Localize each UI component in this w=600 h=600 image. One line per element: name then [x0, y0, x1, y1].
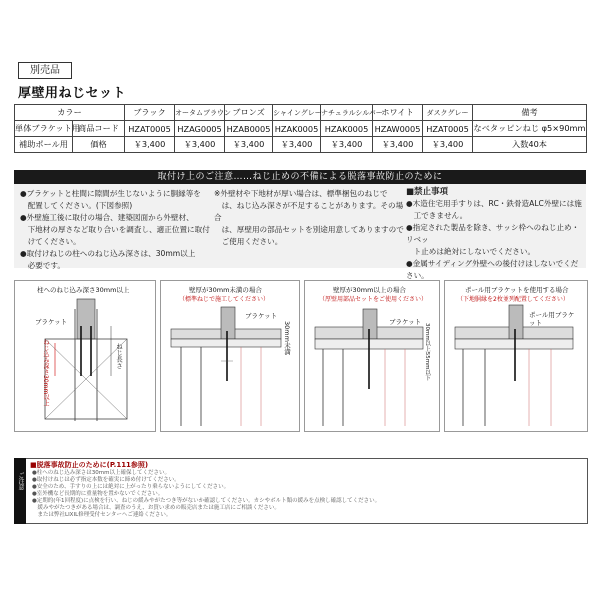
price: ￥3,400: [423, 137, 473, 153]
color-header: カラー: [15, 105, 125, 121]
row-label: 単体ブラケット用: [15, 121, 73, 137]
color-name: シャイングレー: [273, 105, 321, 121]
bracket-label: ブラケット: [35, 318, 68, 326]
product-code: HZAK0005: [273, 121, 321, 137]
product-code: HZAG0005: [175, 121, 225, 137]
color-name: ブロンズ: [225, 105, 273, 121]
color-name: ホワイト: [373, 105, 423, 121]
notes-col-3: [406, 186, 584, 282]
diagram-1-drawing: [15, 281, 155, 431]
note-line: 下地材の厚さなど取り合いを調査し、適正位置に取付: [20, 225, 210, 234]
note-line: ●木造住宅用手すりは、RC・鉄骨造ALC外壁には施: [406, 199, 582, 208]
caution-line: ●安全のため、手すりの上には絶対に上がったり乗らないようにしてください。: [32, 484, 230, 490]
diagram-subtitle: （下地胴縁を2枚並列配置してください）: [457, 296, 569, 303]
notes-area: [14, 184, 586, 280]
note-line: ●金属サイディング外壁への後付けはしないでください。: [406, 259, 579, 280]
table-row: [15, 137, 587, 153]
color-name: ブラック: [125, 105, 175, 121]
table-header-row: [15, 105, 587, 121]
page-title: 厚壁用ねじセット: [18, 86, 127, 101]
caution-side-tab: [14, 458, 26, 524]
note-line: 工できません。: [406, 211, 468, 220]
product-code: HZAW0005: [373, 121, 423, 137]
diagram-4-drawing: [445, 281, 587, 431]
diagram-thick-wall: [304, 280, 440, 432]
diagram-thin-wall: [160, 280, 300, 432]
note-cell: なべタッピンねじ φ5×90mm: [473, 121, 587, 137]
row-label: 価格: [73, 137, 125, 153]
row-label: 補助ポール用: [15, 137, 73, 153]
product-code: HZAT0005: [423, 121, 473, 137]
bracket-label: ブラケット: [245, 312, 278, 320]
notes-col-2: [214, 188, 404, 248]
price: ￥3,400: [225, 137, 273, 153]
screw-depth-label: ねじ込み深さ30mm以上: [42, 339, 49, 407]
diagram-title: 壁厚が30mm未満の場合: [189, 286, 262, 294]
color-name: オータムブラウン: [175, 105, 225, 121]
note-line: 必要です。: [20, 261, 65, 270]
diagram-subtitle: （厚壁用部品セットをご使用ください）: [319, 296, 428, 303]
note-line: ●外壁施工後に取付の場合、建築図面から外壁材、: [20, 213, 194, 222]
diagram-pole-bracket: [444, 280, 588, 432]
note-line: ト止めは絶対にしないでください。: [406, 247, 536, 256]
notes-col-1: [20, 188, 210, 272]
row-label: 商品コード: [73, 121, 125, 137]
spec-table: [14, 104, 587, 153]
note-line: ご使用ください。: [214, 237, 283, 246]
product-code: HZAT0005: [125, 121, 175, 137]
caution-title: ■脱落事故防止のために(P.111参照): [30, 461, 149, 469]
caution-line: ●室外機など長期的に重量物を置かないでください。: [32, 491, 164, 497]
diagram-title: 柱へのねじ込み深さ30mm以上: [37, 286, 130, 294]
diagram-subtitle: （標準ねじで施工してください）: [179, 296, 270, 303]
price: ￥3,400: [125, 137, 175, 153]
product-code: HZAK0005: [321, 121, 373, 137]
dimension-label: 30mm未満: [283, 321, 291, 355]
screw-length-label: ねじ長さ: [115, 343, 123, 369]
product-code: HZAB0005: [225, 121, 273, 137]
note-line: ●指定された製品を除き、サッシ枠へのねじ止め・リベッ: [406, 223, 580, 244]
separate-item-badge: 別売品: [18, 62, 72, 79]
color-name: ダスクグレー: [423, 105, 473, 121]
caution-line: ●定期的(年1回程度)に点検を行い、ねじの緩みやがたつき等がないか確認してください。カシやボルト類の緩みを点検し確認してください。: [32, 498, 381, 504]
note-line: けてください。: [20, 237, 81, 246]
note-line: は、ねじ込み深さが不足することがあります。その場合: [214, 201, 404, 222]
installation-notice-bar: 取付け上のご注意……ねじ止めの不備による脱落事故防止のために: [14, 170, 586, 184]
note-line: は、厚壁用の部品セットを別途用意してありますので: [214, 225, 404, 234]
pole-bracket-label: ポール用ブラケット: [529, 311, 575, 327]
diagram-screw-depth: [14, 280, 156, 432]
note-line: ●取付けねじの柱へのねじ込み深さは、30mm以上: [20, 249, 196, 258]
note-line: ※外壁材や下地材が厚い場合は、標準梱包のねじで: [214, 189, 388, 198]
caution-line: ●柱へのねじ込み深さは30mm以上確保してください。: [32, 470, 171, 476]
diagram-title: 壁厚が30mm以上の場合: [333, 286, 406, 294]
diagram-3-drawing: [305, 281, 439, 431]
dimension-label: 30mm以上55mm以下: [424, 323, 430, 381]
diagram-title: ポール用ブラケットを使用する場合: [465, 286, 569, 294]
price: ￥3,400: [273, 137, 321, 153]
caution-line: または弊社LIXIL修理受付センターへご連絡ください。: [32, 512, 172, 518]
caution-side-label: ご注意: [17, 472, 24, 490]
table-row: [15, 121, 587, 137]
note-header: 備考: [473, 105, 587, 121]
bracket-label: ブラケット: [389, 318, 422, 326]
note-line: ●ブラケットと柱間に隙間が生じないように胴縁等を: [20, 189, 201, 198]
note-line: 配置してください。(下図参照): [20, 201, 133, 210]
price: ￥3,400: [321, 137, 373, 153]
note-cell: 入数40本: [473, 137, 587, 153]
color-name: ナチュラルシルバー: [321, 105, 373, 121]
caution-line: ●取付けねじは必ず指定本数を確実に締め付けてください。: [32, 477, 180, 483]
price: ￥3,400: [175, 137, 225, 153]
caution-line: 緩みやがたつきがある場合は、調査のうえ、お買い求めの販売店または施工店にご相談ください。: [32, 505, 280, 511]
prohibition-title: ■禁止事項: [406, 187, 449, 197]
price: ￥3,400: [373, 137, 423, 153]
diagram-2-drawing: [161, 281, 299, 431]
